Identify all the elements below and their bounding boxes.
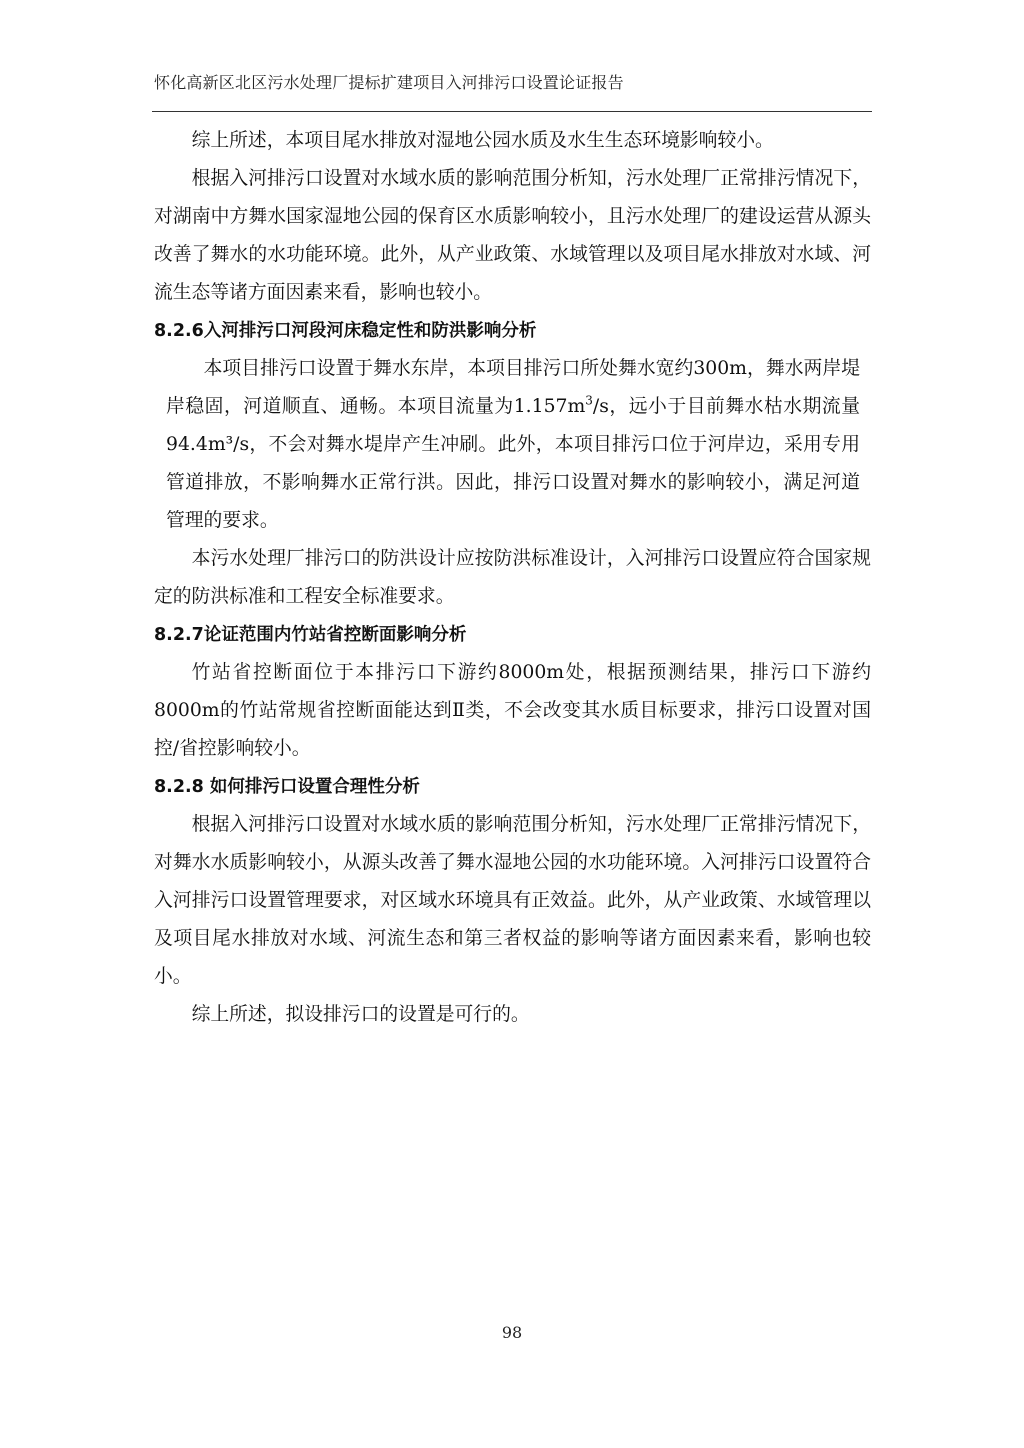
paragraph-zhuzhan-section: 竹站省控断面位于本排污口下游约8000m处，根据预测结果，排污口下游约8000m的竹站常规省控断面能达到Ⅱ类，不会改变其水质目标要求，排污口设置对国控/省控影响较小。 <box>154 662 871 759</box>
paragraph-rationality: 根据入河排污口设置对水域水质的影响范围分析知，污水处理厂正常排污情况下，对舞水水质影响较小，从源头改善了舞水湿地公园的水功能环境。入河排污口设置符合入河排污口设置管理要求，对区域水环境具有正效益。此外，从产业政策、水域管理以及项目尾水排放对水域、河流生态和第三者权益的影响等诸方面因素来看，影响也较小。 <box>154 814 871 987</box>
paragraph-outfall-impact: 根据入河排污口设置对水域水质的影响范围分析知，污水处理厂正常排污情况下，对湖南中方舞水国家湿地公园的保育区水质影响较小，且污水处理厂的建设运营从源头改善了舞水的水功能环境。此外，从产业政策、水域管理以及项目尾水排放对水域、河流生态等诸方面因素来看，影响也较小。 <box>154 168 871 303</box>
superscript: 3 <box>585 393 593 408</box>
running-header: 怀化高新区北区污水处理厂提标扩建项目入河排污口设置论证报告 <box>154 73 624 92</box>
paragraph-summary-wetland: 综上所述，本项目尾水排放对湿地公园水质及水生生态环境影响较小。 <box>191 130 774 151</box>
paragraph-riverbed-flood <box>166 350 860 540</box>
section-heading-8-2-6: 8.2.6入河排污口河段河床稳定性和防洪影响分析 <box>154 321 537 341</box>
section-heading-8-2-7: 8.2.7论证范围内竹站省控断面影响分析 <box>154 625 467 645</box>
paragraph-flood-standard: 本污水处理厂排污口的防洪设计应按防洪标准设计，入河排污口设置应符合国家规定的防洪标准和工程安全标准要求。 <box>154 548 871 607</box>
section-heading-8-2-8: 8.2.8 如何排污口设置合理性分析 <box>154 777 420 797</box>
paragraph-text: /s，远小于目前舞水枯水期流量94.4m³/s，不会对舞水堤岸产生冲刷。此外，本项目排污口位于河岸边，采用专用管道排放，不影响舞水正常行洪。因此，排污口设置对舞水的影响较小，满足河道管理的要求。 <box>166 396 861 531</box>
document-body <box>154 122 871 1034</box>
paragraph-text: 本项目排污口设置于舞水东岸，本项目排污口所处舞水宽约300m，舞水两岸堤岸稳固，河道顺直、通畅。本项目流量为1.157m <box>166 358 860 417</box>
paragraph-conclusion: 综上所述，拟设排污口的设置是可行的。 <box>191 1004 530 1025</box>
page-number: 98 <box>501 1323 523 1342</box>
header-divider <box>152 111 872 112</box>
